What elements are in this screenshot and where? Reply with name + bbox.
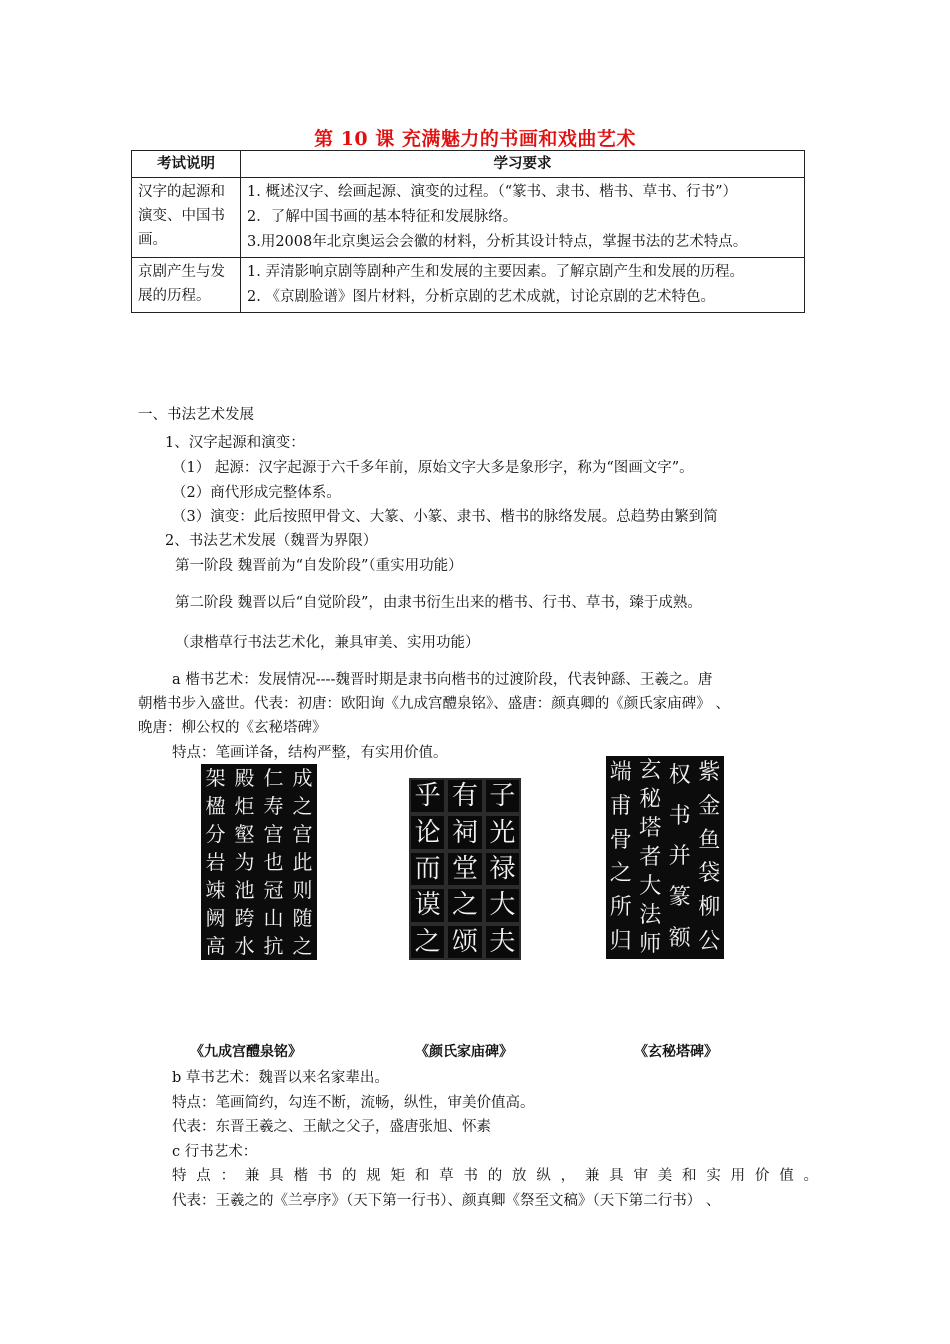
stele-character: 跨 bbox=[234, 906, 255, 930]
paragraph: （3）演变：此后按照甲骨文、大篆、小篆、隶书、楷书的脉络发展。总趋势由繁到简 bbox=[172, 509, 718, 525]
stele-character: 山 bbox=[263, 906, 284, 930]
stele-character: 炬 bbox=[234, 794, 255, 818]
xuanmi-stele-image bbox=[606, 756, 724, 959]
stele-character: 禄 bbox=[484, 851, 521, 887]
stele-column bbox=[636, 756, 666, 959]
lesson-title: 第 10 课 充满魅力的书画和戏曲艺术 bbox=[314, 128, 636, 150]
stele-character: 秘 bbox=[639, 786, 662, 812]
stele-character: 归 bbox=[609, 929, 632, 955]
paragraph: 第二阶段 魏晋以后“自觉阶段”，由隶书衍生出来的楷书、行书、草书，臻于成熟。 bbox=[175, 595, 702, 611]
requirements-cell bbox=[241, 258, 805, 313]
stele-column bbox=[201, 764, 230, 960]
stele-character: 抗 bbox=[263, 934, 284, 958]
stele-character: 子 bbox=[484, 778, 521, 814]
table-row bbox=[132, 258, 805, 313]
stele-character: 光 bbox=[484, 814, 521, 850]
paragraph: b 草书艺术：魏晋以来名家辈出。 bbox=[172, 1070, 389, 1086]
stele-character: 金 bbox=[698, 793, 721, 819]
stele-character: 乎 bbox=[409, 778, 446, 814]
stele-character: 则 bbox=[292, 878, 313, 902]
paragraph: （隶楷草行书法艺术化，兼具审美、实用功能） bbox=[175, 635, 480, 651]
stele-character: 之 bbox=[292, 934, 313, 958]
topic-cell: 汉字的起源和演变、中国书画。 bbox=[132, 178, 241, 258]
stele-character: 法 bbox=[639, 902, 662, 928]
stele-column bbox=[259, 764, 288, 960]
stele-column bbox=[230, 764, 259, 960]
paragraph: 朝楷书步入盛世。代表：初唐：欧阳询《九成宫醴泉铭》、盛唐：颜真卿的《颜氏家庙碑》 、 bbox=[138, 696, 730, 712]
stele-character: 论 bbox=[409, 814, 446, 850]
paragraph: c 行书艺术： bbox=[172, 1144, 258, 1160]
stele-column bbox=[288, 764, 317, 960]
requirement-item: 2．了解中国书画的基本特征和发展脉络。 bbox=[247, 209, 518, 225]
stele-character: 也 bbox=[263, 850, 284, 874]
stele-character: 大 bbox=[484, 887, 521, 923]
paragraph: 第一阶段 魏晋前为“自发阶段”（重实用功能） bbox=[175, 558, 463, 574]
stele-character: 竦 bbox=[205, 878, 226, 902]
requirement-item: 2. 《京剧脸谱》图片材料，分析京剧的艺术成就，讨论京剧的艺术特色。 bbox=[247, 289, 715, 305]
requirements-table bbox=[131, 150, 805, 313]
stele-character: 大 bbox=[639, 873, 662, 899]
stele-character: 此 bbox=[292, 850, 313, 874]
stele-character: 分 bbox=[205, 822, 226, 846]
paragraph: （2）商代形成完整体系。 bbox=[172, 485, 341, 501]
stele-character: 玄 bbox=[639, 757, 662, 783]
stele-character: 岩 bbox=[205, 850, 226, 874]
stele-column bbox=[665, 756, 695, 959]
stele-character: 书 bbox=[668, 803, 691, 829]
stele-character: 额 bbox=[668, 925, 691, 951]
section-heading: 一、书法艺术发展 bbox=[138, 407, 254, 423]
stele-character: 之 bbox=[446, 887, 483, 923]
stele-character: 端 bbox=[609, 759, 632, 785]
stele-character: 谟 bbox=[409, 887, 446, 923]
stele-character: 袋 bbox=[698, 861, 721, 887]
stele-character: 祠 bbox=[446, 814, 483, 850]
table-row bbox=[132, 178, 805, 258]
stele-character: 水 bbox=[234, 934, 255, 958]
stele-caption: 《九成宫醴泉铭》 bbox=[190, 1044, 302, 1060]
stele-character: 之 bbox=[609, 861, 632, 887]
stele-character: 冠 bbox=[263, 878, 284, 902]
stele-character: 骨 bbox=[609, 827, 632, 853]
header-learning-requirements: 学习要求 bbox=[241, 151, 805, 178]
requirement-item: 3.用2008年北京奥运会会徽的材料，分析其设计特点，掌握书法的艺术特点。 bbox=[247, 234, 748, 250]
stele-character: 阙 bbox=[205, 906, 226, 930]
stele-character: 公 bbox=[698, 929, 721, 955]
stele-character: 紫 bbox=[698, 759, 721, 785]
stele-character: 之 bbox=[292, 794, 313, 818]
stele-character: 宫 bbox=[292, 822, 313, 846]
stele-character: 楹 bbox=[205, 794, 226, 818]
paragraph: 晚唐：柳公权的《玄秘塔碑》 bbox=[138, 720, 327, 736]
stele-character: 随 bbox=[292, 906, 313, 930]
requirement-item: 1. 弄清影响京剧等剧种产生和发展的主要因素。了解京剧产生和发展的历程。 bbox=[247, 264, 744, 280]
stele-character: 柳 bbox=[698, 895, 721, 921]
stele-character: 架 bbox=[205, 766, 226, 790]
stele-character: 仁 bbox=[263, 766, 284, 790]
stele-character: 鱼 bbox=[698, 827, 721, 853]
stele-character: 宫 bbox=[263, 822, 284, 846]
stele-character: 甫 bbox=[609, 793, 632, 819]
paragraph: 特点：笔画详备，结构严整，有实用价值。 bbox=[172, 745, 448, 761]
paragraph: 特点：笔画简约，勾连不断，流畅，纵性，审美价值高。 bbox=[172, 1095, 535, 1111]
stele-character: 池 bbox=[234, 878, 255, 902]
paragraph: 代表：东晋王羲之、王献之父子，盛唐张旭、怀素 bbox=[172, 1119, 491, 1135]
stele-column bbox=[606, 756, 636, 959]
header-exam-notes: 考试说明 bbox=[132, 151, 241, 178]
stele-character: 壑 bbox=[234, 822, 255, 846]
yanshi-stele-image bbox=[409, 778, 521, 960]
stele-character: 有 bbox=[446, 778, 483, 814]
subsection-heading: 2、书法艺术发展（魏晋为界限） bbox=[165, 533, 378, 549]
stele-caption: 《玄秘塔碑》 bbox=[634, 1044, 718, 1060]
paragraph: a 楷书艺术：发展情况----魏晋时期是隶书向楷书的过渡阶段，代表钟繇、王羲之。唐 bbox=[172, 672, 713, 688]
stele-character: 所 bbox=[609, 895, 632, 921]
stele-character: 之 bbox=[409, 924, 446, 960]
stele-character: 堂 bbox=[446, 851, 483, 887]
subsection-heading: 1、汉字起源和演变： bbox=[165, 435, 305, 451]
stele-character: 权 bbox=[668, 763, 691, 789]
table-header-row bbox=[132, 151, 805, 178]
stele-character: 为 bbox=[234, 850, 255, 874]
stele-character: 夫 bbox=[484, 924, 521, 960]
jiucheng-stele-image bbox=[201, 764, 317, 960]
stele-character: 高 bbox=[205, 934, 226, 958]
stele-character: 塔 bbox=[639, 815, 662, 841]
stele-character: 而 bbox=[409, 851, 446, 887]
paragraph: （1） 起源：汉字起源于六千多年前，原始文字大多是象形字，称为“图画文字”。 bbox=[172, 460, 694, 476]
stele-character: 并 bbox=[668, 844, 691, 870]
stele-character: 寿 bbox=[263, 794, 284, 818]
topic-cell: 京剧产生与发展的历程。 bbox=[132, 258, 241, 313]
stele-character: 殿 bbox=[234, 766, 255, 790]
requirements-cell bbox=[241, 178, 805, 258]
paragraph: 代表：王羲之的《兰亭序》（天下第一行书）、颜真卿《祭至文稿》（天下第二行书） 、 bbox=[172, 1193, 721, 1209]
requirement-item: 1. 概述汉字、绘画起源、演变的过程。（“篆书、隶书、楷书、草书、行书”） bbox=[247, 184, 738, 200]
stele-character: 成 bbox=[292, 766, 313, 790]
stele-character: 篆 bbox=[668, 885, 691, 911]
stele-character: 师 bbox=[639, 931, 662, 957]
stele-column bbox=[695, 756, 725, 959]
stele-character: 颂 bbox=[446, 924, 483, 960]
stele-caption: 《颜氏家庙碑》 bbox=[415, 1044, 513, 1060]
stele-character: 者 bbox=[639, 844, 662, 870]
paragraph: 特 点 ： 兼 具 楷 书 的 规 矩 和 草 书 的 放 纵 ， 兼 具 审 美 和 实 用 价 值 。 bbox=[172, 1168, 818, 1184]
